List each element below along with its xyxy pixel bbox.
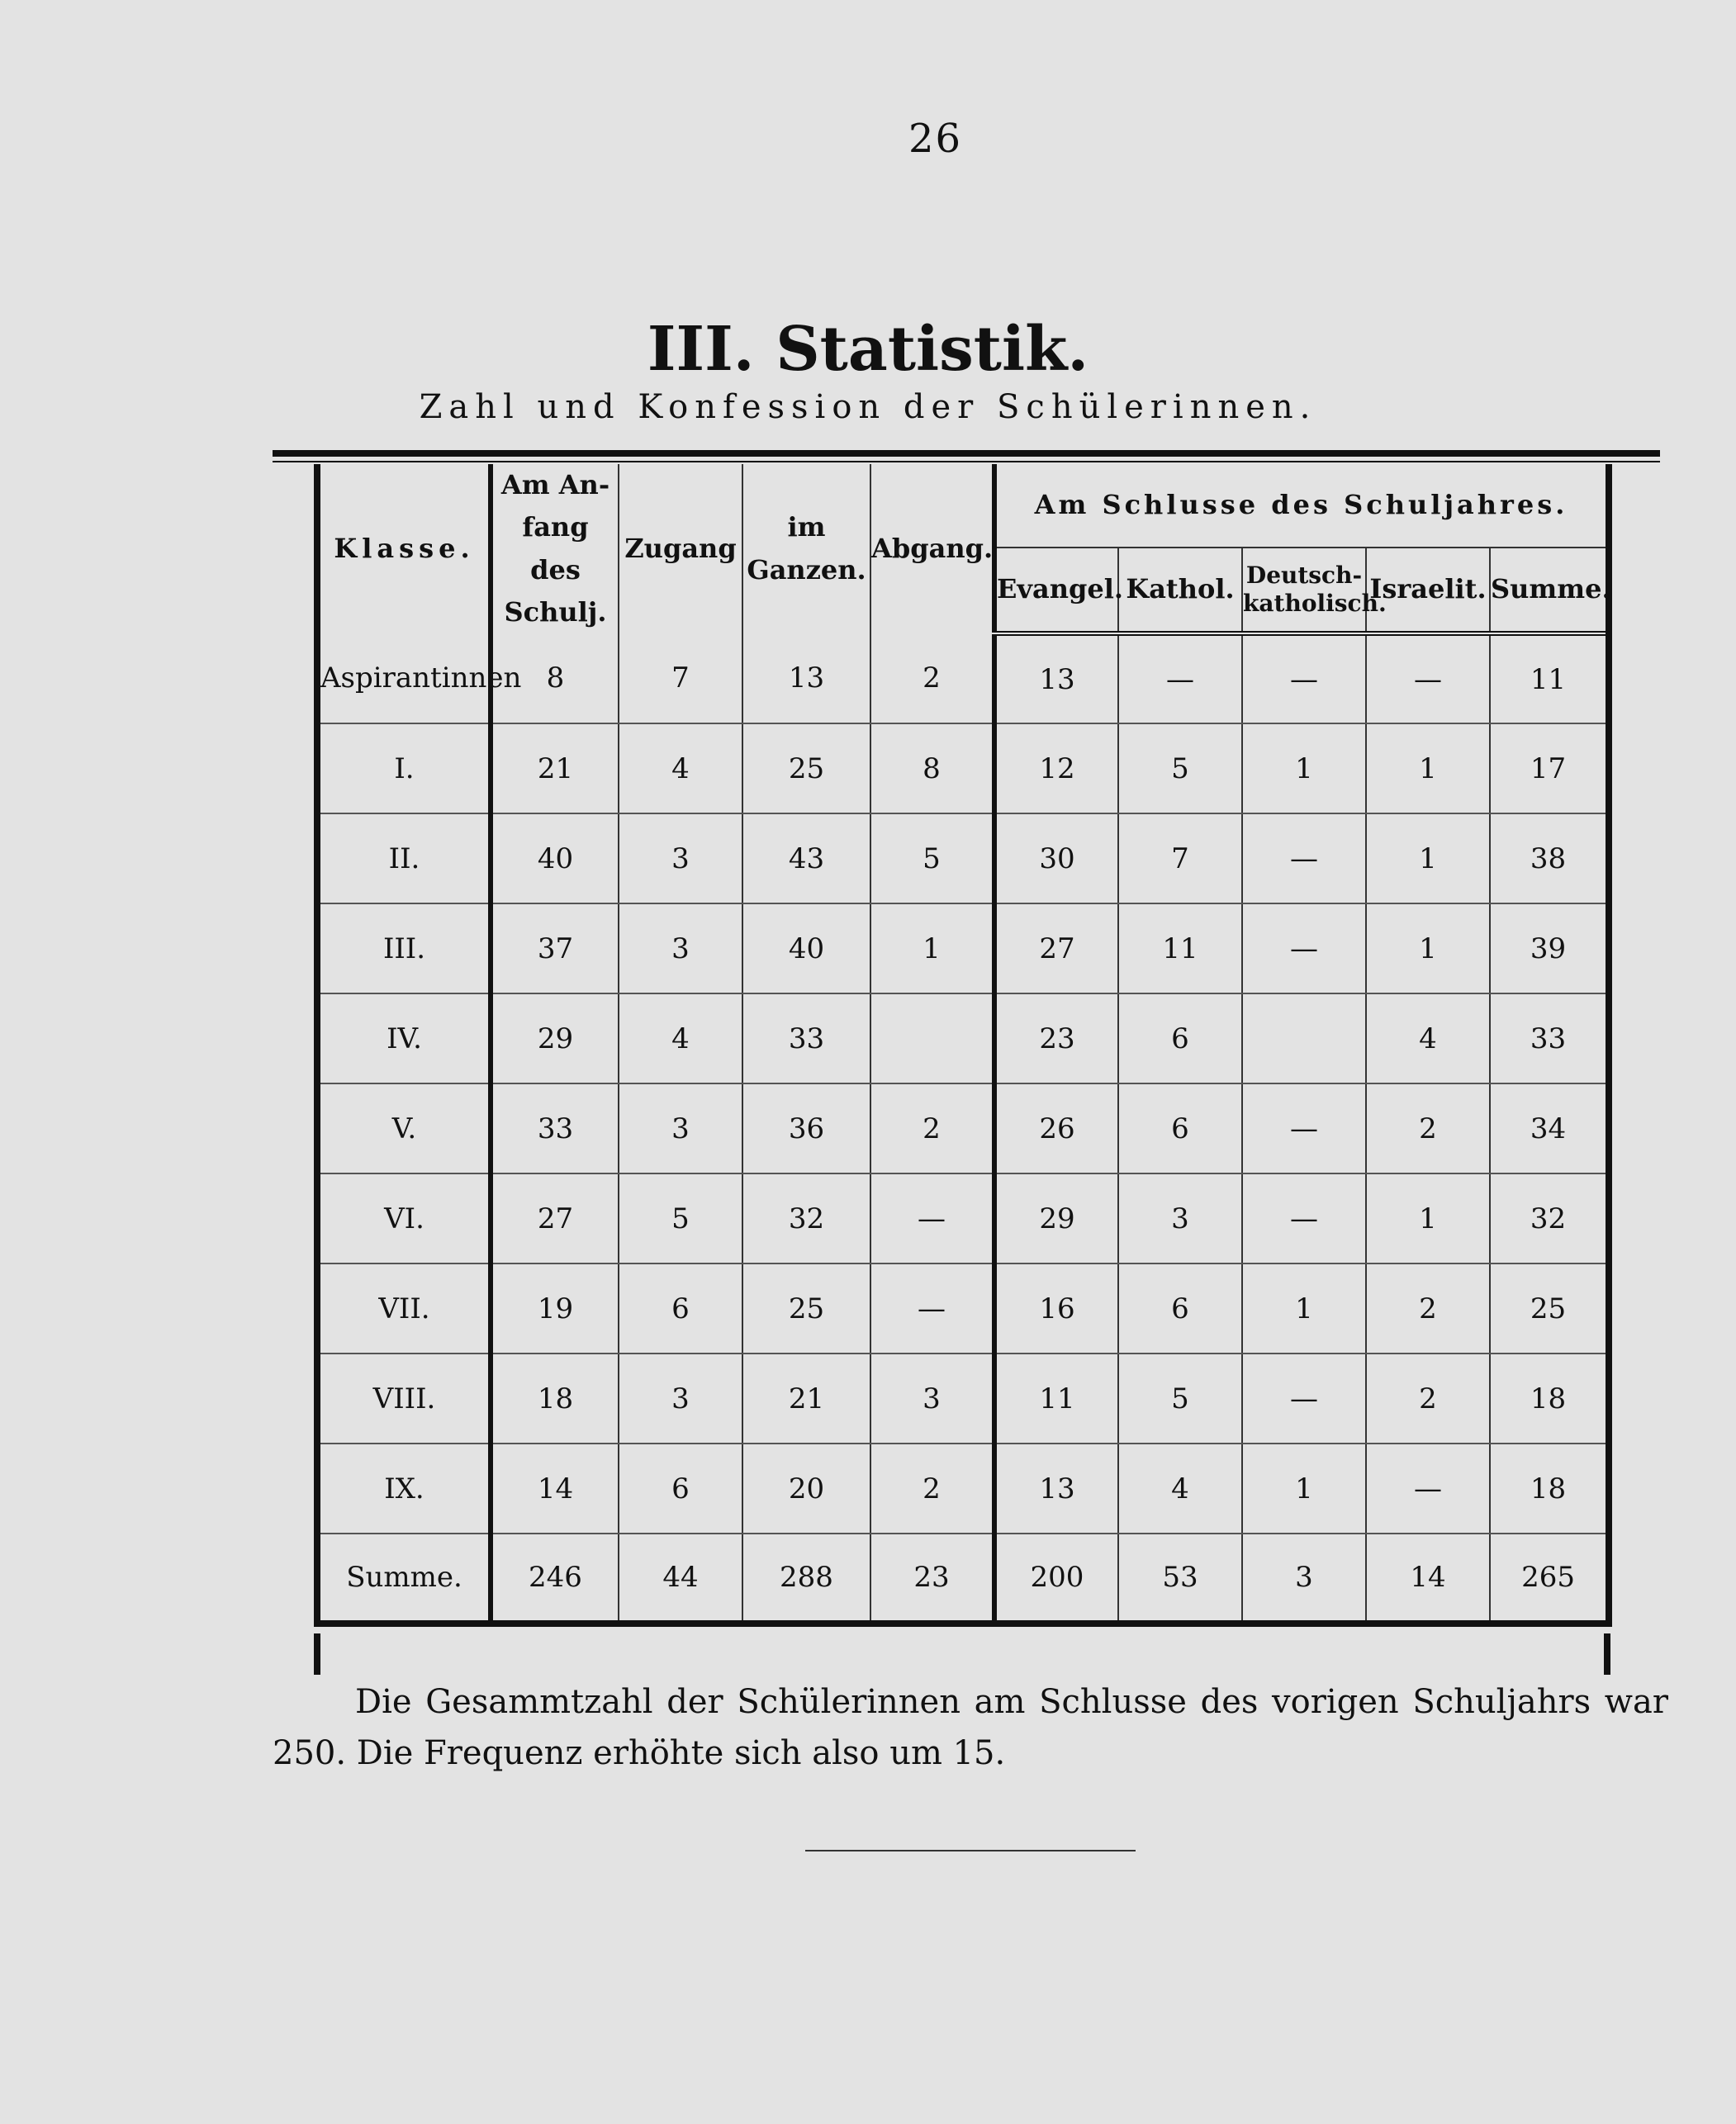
cell-deutschkath: — bbox=[1242, 1083, 1366, 1173]
cell-abgang: 5 bbox=[870, 813, 994, 903]
cell-summe: 34 bbox=[1490, 1083, 1609, 1173]
cell-zugang: 4 bbox=[619, 723, 742, 813]
cell-summe: 17 bbox=[1490, 723, 1609, 813]
cell-kathol: 53 bbox=[1118, 1534, 1242, 1624]
cell-ganzen: 40 bbox=[742, 903, 870, 993]
cell-evangel: 23 bbox=[994, 993, 1118, 1083]
cell-deutschkath bbox=[1242, 993, 1366, 1083]
cell-anfang: 19 bbox=[491, 1263, 619, 1354]
cell-summe: 32 bbox=[1490, 1173, 1609, 1263]
cell-abgang: 3 bbox=[870, 1354, 994, 1444]
cell-ganzen: 13 bbox=[742, 633, 870, 723]
cell-zugang: 6 bbox=[619, 1263, 742, 1354]
row-klasse: V. bbox=[317, 1083, 491, 1173]
row-klasse: VIII. bbox=[317, 1354, 491, 1444]
cell-deutschkath: — bbox=[1242, 1173, 1366, 1263]
header-summe: Summe. bbox=[1490, 548, 1609, 633]
cell-zugang: 4 bbox=[619, 993, 742, 1083]
cell-israelit: 4 bbox=[1366, 993, 1490, 1083]
row-klasse: II. bbox=[317, 813, 491, 903]
cell-abgang bbox=[870, 993, 994, 1083]
cell-israelit: 1 bbox=[1366, 723, 1490, 813]
cell-abgang: 8 bbox=[870, 723, 994, 813]
cell-anfang: 37 bbox=[491, 903, 619, 993]
cell-ganzen: 25 bbox=[742, 1263, 870, 1354]
row-klasse: Aspirantinnen bbox=[317, 633, 491, 723]
cell-evangel: 30 bbox=[994, 813, 1118, 903]
cell-abgang: 2 bbox=[870, 1444, 994, 1534]
cell-anfang: 246 bbox=[491, 1534, 619, 1624]
cell-anfang: 14 bbox=[491, 1444, 619, 1534]
header-deutschkath: Deutsch-katholisch. bbox=[1242, 548, 1366, 633]
cell-anfang: 40 bbox=[491, 813, 619, 903]
row-klasse: I. bbox=[317, 723, 491, 813]
cell-israelit: 2 bbox=[1366, 1354, 1490, 1444]
cell-israelit: 1 bbox=[1366, 1173, 1490, 1263]
cell-kathol: 3 bbox=[1118, 1173, 1242, 1263]
table-row bbox=[317, 1263, 1609, 1354]
statistics-table bbox=[314, 464, 1612, 1627]
page-number: 26 bbox=[908, 116, 963, 162]
header-klasse: Klasse. bbox=[317, 464, 491, 633]
header-ganzen: im Ganzen. bbox=[742, 464, 870, 633]
row-klasse: IV. bbox=[317, 993, 491, 1083]
cell-evangel: 12 bbox=[994, 723, 1118, 813]
cell-israelit: 2 bbox=[1366, 1263, 1490, 1354]
cell-deutschkath: — bbox=[1242, 1354, 1366, 1444]
cell-zugang: 3 bbox=[619, 1354, 742, 1444]
cell-israelit: — bbox=[1366, 1444, 1490, 1534]
cell-summe: 38 bbox=[1490, 813, 1609, 903]
header-abgang: Abgang. bbox=[870, 464, 994, 633]
table-row bbox=[317, 723, 1609, 813]
cell-summe: 39 bbox=[1490, 903, 1609, 993]
row-klasse: IX. bbox=[317, 1444, 491, 1534]
cell-deutschkath: 3 bbox=[1242, 1534, 1366, 1624]
cell-zugang: 7 bbox=[619, 633, 742, 723]
cell-anfang: 8 bbox=[491, 633, 619, 723]
cell-deutschkath: — bbox=[1242, 813, 1366, 903]
cell-anfang: 33 bbox=[491, 1083, 619, 1173]
table-row bbox=[317, 633, 1609, 723]
cell-evangel: 29 bbox=[994, 1173, 1118, 1263]
row-klasse: Summe. bbox=[317, 1534, 491, 1624]
cell-kathol: 5 bbox=[1118, 1354, 1242, 1444]
cell-kathol: 6 bbox=[1118, 1083, 1242, 1173]
cell-evangel: 200 bbox=[994, 1534, 1118, 1624]
cell-abgang: — bbox=[870, 1173, 994, 1263]
cell-anfang: 29 bbox=[491, 993, 619, 1083]
table-row bbox=[317, 1083, 1609, 1173]
table-left-stub bbox=[314, 1633, 320, 1675]
cell-kathol: 6 bbox=[1118, 1263, 1242, 1354]
cell-abgang: 23 bbox=[870, 1534, 994, 1624]
cell-ganzen: 21 bbox=[742, 1354, 870, 1444]
top-rule bbox=[273, 450, 1660, 457]
cell-kathol: — bbox=[1118, 633, 1242, 723]
cell-kathol: 7 bbox=[1118, 813, 1242, 903]
cell-israelit: 1 bbox=[1366, 813, 1490, 903]
cell-ganzen: 32 bbox=[742, 1173, 870, 1263]
table-subtitle: Zahl und Konfession der Schülerinnen. bbox=[419, 388, 1317, 426]
cell-kathol: 6 bbox=[1118, 993, 1242, 1083]
row-klasse: VI. bbox=[317, 1173, 491, 1263]
table-row bbox=[317, 1173, 1609, 1263]
cell-evangel: 13 bbox=[994, 1444, 1118, 1534]
header-anfang: Am An-fang des Schulj. bbox=[491, 464, 619, 633]
cell-zugang: 3 bbox=[619, 813, 742, 903]
table-row-total bbox=[317, 1534, 1609, 1624]
cell-israelit: 2 bbox=[1366, 1083, 1490, 1173]
header-schluss-group: Am Schlusse des Schuljahres. bbox=[994, 464, 1609, 548]
cell-evangel: 26 bbox=[994, 1083, 1118, 1173]
cell-ganzen: 36 bbox=[742, 1083, 870, 1173]
cell-ganzen: 25 bbox=[742, 723, 870, 813]
cell-summe: 11 bbox=[1490, 633, 1609, 723]
cell-summe: 18 bbox=[1490, 1444, 1609, 1534]
header-kathol: Kathol. bbox=[1118, 548, 1242, 633]
cell-summe: 265 bbox=[1490, 1534, 1609, 1624]
cell-deutschkath: — bbox=[1242, 633, 1366, 723]
cell-evangel: 11 bbox=[994, 1354, 1118, 1444]
cell-zugang: 44 bbox=[619, 1534, 742, 1624]
cell-zugang: 3 bbox=[619, 1083, 742, 1173]
cell-summe: 25 bbox=[1490, 1263, 1609, 1354]
header-evangel: Evangel. bbox=[994, 548, 1118, 633]
header-israelit: Israelit. bbox=[1366, 548, 1490, 633]
cell-evangel: 16 bbox=[994, 1263, 1118, 1354]
cell-anfang: 18 bbox=[491, 1354, 619, 1444]
cell-ganzen: 43 bbox=[742, 813, 870, 903]
header-zugang: Zugang bbox=[619, 464, 742, 633]
cell-summe: 33 bbox=[1490, 993, 1609, 1083]
top-rule-thin bbox=[273, 461, 1660, 462]
cell-summe: 18 bbox=[1490, 1354, 1609, 1444]
cell-anfang: 27 bbox=[491, 1173, 619, 1263]
table-row bbox=[317, 903, 1609, 993]
table-right-stub bbox=[1604, 1633, 1610, 1675]
cell-deutschkath: — bbox=[1242, 903, 1366, 993]
cell-evangel: 27 bbox=[994, 903, 1118, 993]
cell-ganzen: 20 bbox=[742, 1444, 870, 1534]
table-row bbox=[317, 813, 1609, 903]
cell-anfang: 21 bbox=[491, 723, 619, 813]
end-rule bbox=[805, 1850, 1136, 1851]
table-row bbox=[317, 1354, 1609, 1444]
cell-deutschkath: 1 bbox=[1242, 723, 1366, 813]
cell-israelit: 1 bbox=[1366, 903, 1490, 993]
cell-zugang: 6 bbox=[619, 1444, 742, 1534]
cell-ganzen: 288 bbox=[742, 1534, 870, 1624]
cell-kathol: 4 bbox=[1118, 1444, 1242, 1534]
row-klasse: III. bbox=[317, 903, 491, 993]
cell-deutschkath: 1 bbox=[1242, 1263, 1366, 1354]
cell-israelit: 14 bbox=[1366, 1534, 1490, 1624]
cell-kathol: 11 bbox=[1118, 903, 1242, 993]
cell-abgang: 1 bbox=[870, 903, 994, 993]
cell-evangel: 13 bbox=[994, 633, 1118, 723]
cell-deutschkath: 1 bbox=[1242, 1444, 1366, 1534]
cell-israelit: — bbox=[1366, 633, 1490, 723]
cell-abgang: 2 bbox=[870, 1083, 994, 1173]
table-row bbox=[317, 993, 1609, 1083]
cell-zugang: 5 bbox=[619, 1173, 742, 1263]
cell-kathol: 5 bbox=[1118, 723, 1242, 813]
cell-ganzen: 33 bbox=[742, 993, 870, 1083]
table-row bbox=[317, 1444, 1609, 1534]
footnote-paragraph: Die Gesammtzahl der Schülerinnen am Schlusse des vorigen Schuljahrs war 250. Die Frequenz erhöhte sich also um 15. bbox=[273, 1683, 1668, 1772]
section-title: III. Statistik. bbox=[647, 314, 1089, 385]
cell-abgang: — bbox=[870, 1263, 994, 1354]
cell-abgang: 2 bbox=[870, 633, 994, 723]
row-klasse: VII. bbox=[317, 1263, 491, 1354]
cell-zugang: 3 bbox=[619, 903, 742, 993]
